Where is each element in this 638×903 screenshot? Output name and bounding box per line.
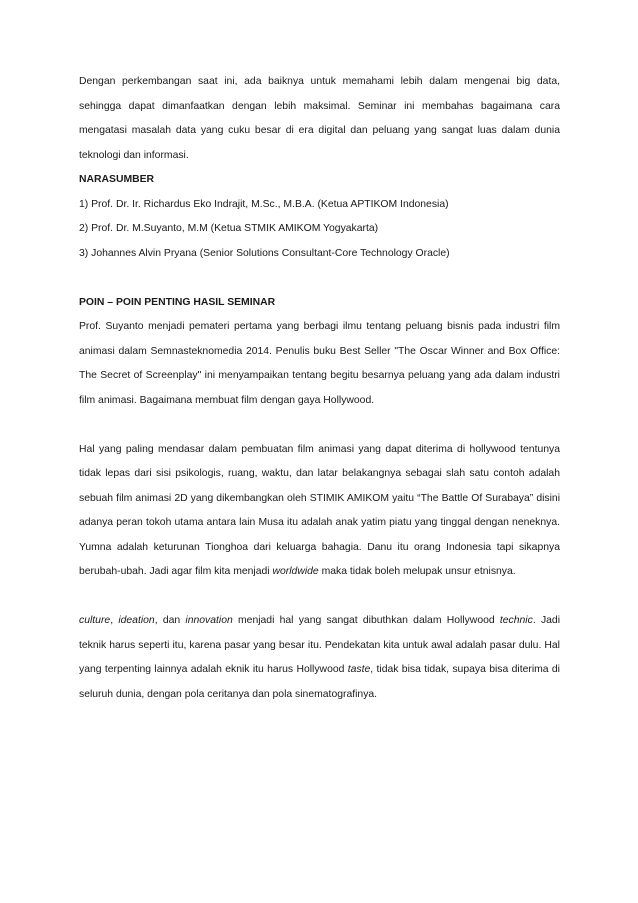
p3-italic-term: culture [79, 615, 111, 626]
poin-heading: POIN – POIN PENTING HASIL SEMINAR [79, 296, 276, 308]
paragraph-spacer [79, 266, 560, 291]
poin-paragraph-3 [79, 609, 560, 707]
p3-text: . Jadi teknik harus seperti itu, karena pasar yang besar itu. Pendekatan kita untuk awal adalah pasar dulu. Hal yang terpenting lainnya adalah eknik itu harus Hollywood [79, 615, 561, 675]
narasumber-heading: NARASUMBER [79, 174, 155, 185]
document-body [79, 70, 560, 707]
p3-text: , [110, 615, 119, 626]
p2-italic-term: worldwide [272, 566, 319, 577]
p3-text: , dan [154, 615, 186, 626]
p3-italic-term: innovation [185, 615, 233, 626]
p3-text: , tidak bisa tidak, supaya bisa diterima di seluruh dunia, dengan pola ceritanya dan pola sinematografinya. [79, 664, 560, 700]
speaker-item: 1) Prof. Dr. Ir. Richardus Eko Indrajit, M.Sc., M.B.A. (Ketua APTIKOM Indonesia) [79, 198, 449, 210]
p3-italic-term: taste [347, 664, 371, 675]
p2-text-end: maka tidak boleh melupak unsur etnisnya. [318, 566, 516, 577]
p3-text: menjadi hal yang sangat dibuthkan dalam Hollywood [232, 615, 500, 626]
poin-paragraph-1: Prof. Suyanto menjadi pemateri pertama yang berbagi ilmu tentang peluang bisnis pada industri film animasi dalam Semnasteknomedia 2014. Penulis buku Best Seller "The Oscar Winner and Box Office: The Secret of Screenplay" ini menyampaikan tentang begitu besarnya peluang yang ada dalam industri film animasi. Bagaimana membuat film dengan gaya Hollywood. [79, 321, 560, 406]
p3-italic-term: technic [499, 615, 533, 626]
p2-text: Hal yang paling mendasar dalam pembuatan film animasi yang dapat diterima di hollywood tentunya tidak lepas dari sisi psikologis, ruang, waktu, dan latar belakangnya sebagai slah satu contoh adalah sebuah film animasi 2D yang dikembangkan oleh STIMIK AMIKOM yaitu “The Battle Of Surabaya” disini adanya peran tokoh utama antara lain Musa itu adalah anak yatim piatu yang tinggal dengan neneknya. Yumna adalah keturunan Tionghoa dari keluarga bahagia. Danu itu orang Indonesia tapi sikapnya berubah-ubah. Jadi agar film kita menjadi [79, 443, 560, 577]
speaker-item: 2) Prof. Dr. M.Suyanto, M.M (Ketua STMIK AMIKOM Yogyakarta) [79, 223, 379, 234]
speaker-item: 3) Johannes Alvin Pryana (Senior Solutions Consultant-Core Technology Oracle) [79, 247, 450, 259]
poin-paragraph-2 [79, 438, 560, 585]
intro-paragraph: Dengan perkembangan saat ini, ada baiknya untuk memahami lebih dalam mengenai big data, sehingga dapat dimanfaatkan dengan lebih maksimal. Seminar ini membahas bagaimana cara mengatasi masalah data yang cuku besar di era digital dan peluang yang sangat luas dalam dunia teknologi dan informasi. [79, 76, 560, 161]
paragraph-spacer [79, 413, 560, 438]
paragraph-spacer [79, 585, 560, 610]
p3-italic-term: ideation [118, 615, 155, 626]
